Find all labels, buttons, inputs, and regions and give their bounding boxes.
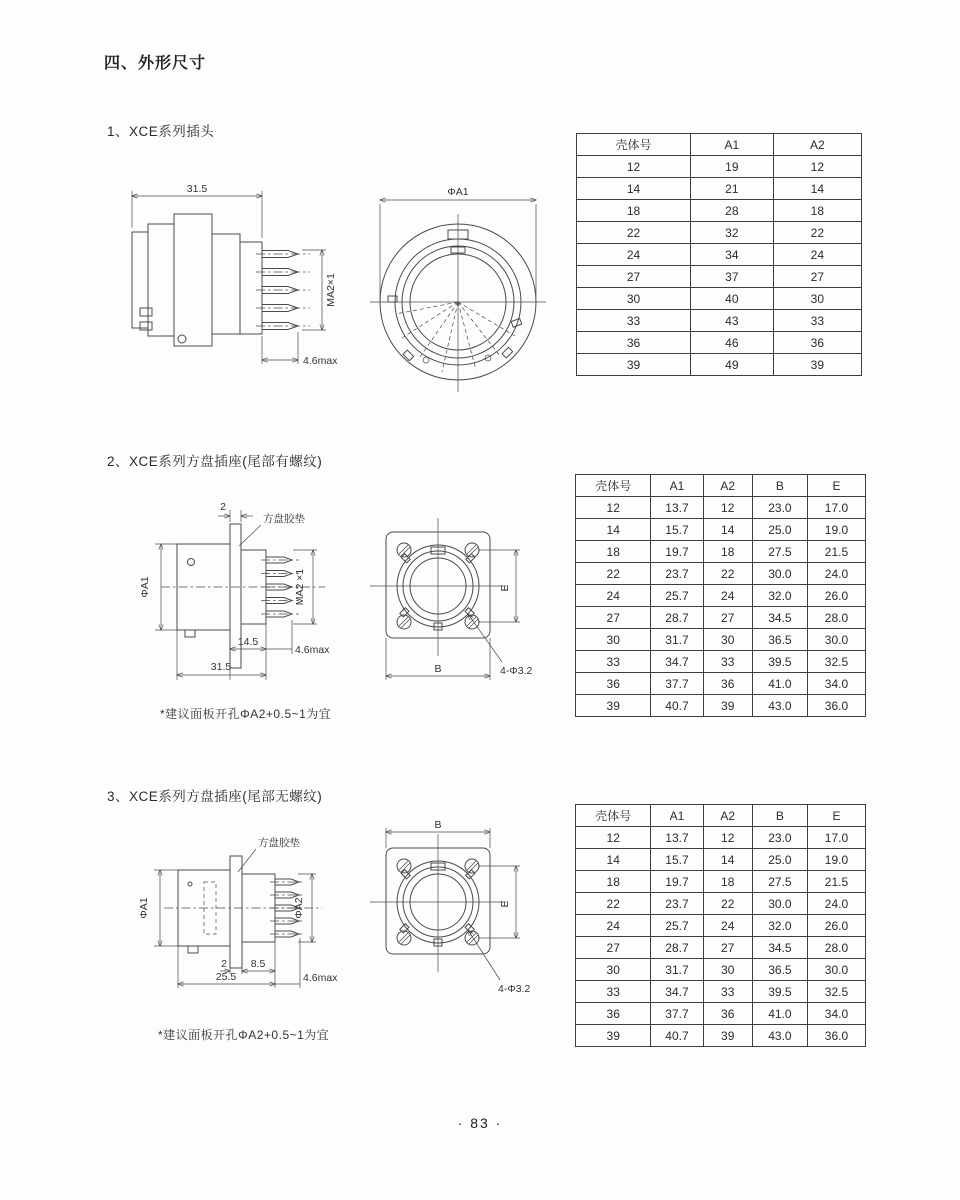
table-cell: 25.7: [651, 915, 703, 937]
column-header: A2: [703, 475, 752, 497]
table-cell: 36.0: [807, 695, 865, 717]
table-row: [576, 915, 866, 937]
table-cell: 22: [576, 563, 651, 585]
table-cell: 30.0: [752, 563, 807, 585]
table-cell: 34.7: [651, 981, 703, 1003]
table-cell: 28: [691, 200, 774, 222]
table-cell: 30: [703, 629, 752, 651]
table-cell: 36.0: [807, 1025, 865, 1047]
gasket-label: 方盘胶垫: [258, 837, 300, 849]
table-row: [576, 541, 866, 563]
table-cell: 12: [576, 497, 651, 519]
table-cell: 30.0: [807, 959, 865, 981]
table-cell: 25.0: [752, 849, 807, 871]
page-number: · 83 ·: [457, 1115, 503, 1131]
table-cell: 32: [691, 222, 774, 244]
table-cell: 28.0: [807, 607, 865, 629]
table-cell: 27: [773, 266, 861, 288]
page-title: 四、外形尺寸: [104, 55, 207, 72]
column-header: A2: [703, 805, 752, 827]
table-row: [576, 673, 866, 695]
table-cell: 26.0: [807, 915, 865, 937]
gasket-label: 方盘胶垫: [263, 513, 305, 525]
table-row: [576, 849, 866, 871]
table-cell: 28.7: [651, 607, 703, 629]
table-cell: 33: [773, 310, 861, 332]
table-row: [576, 651, 866, 673]
section2-note: *建议面板开孔ΦA2+0.5~1为宜: [160, 707, 332, 721]
table-cell: 14: [577, 178, 691, 200]
table-cell: 23.7: [651, 893, 703, 915]
table-cell: 14: [773, 178, 861, 200]
table-cell: 34.0: [807, 673, 865, 695]
table-cell: 15.7: [651, 519, 703, 541]
table-row: [577, 200, 862, 222]
table-cell: 41.0: [752, 1003, 807, 1025]
table-cell: 33: [703, 651, 752, 673]
table-cell: 33: [577, 310, 691, 332]
dimension-label: E: [499, 584, 511, 592]
table-cell: 33: [576, 651, 651, 673]
table-cell: 49: [691, 354, 774, 376]
table-cell: 37: [691, 266, 774, 288]
table-cell: 22: [773, 222, 861, 244]
table-cell: 17.0: [807, 827, 865, 849]
column-header: E: [807, 475, 865, 497]
table-cell: 34.7: [651, 651, 703, 673]
table-cell: 24: [576, 585, 651, 607]
table-cell: 46: [691, 332, 774, 354]
table-cell: 27: [703, 607, 752, 629]
table-row: [577, 332, 862, 354]
table-cell: 34: [691, 244, 774, 266]
table-cell: 14: [576, 519, 651, 541]
table-row: [576, 563, 866, 585]
table-cell: 33: [703, 981, 752, 1003]
dimension-label: ΦA1: [138, 897, 150, 919]
table-row: [577, 156, 862, 178]
table-cell: 39.5: [752, 981, 807, 1003]
table-cell: 28.7: [651, 937, 703, 959]
plug-dimension-table: [576, 133, 862, 376]
column-header: 壳体号: [576, 475, 651, 497]
column-header: A1: [691, 134, 774, 156]
table-cell: 18: [576, 871, 651, 893]
plug-front-view-drawing: [360, 180, 555, 398]
dimension-label: MA2×1: [325, 273, 337, 307]
section2-heading: 2、XCE系列方盘插座(尾部有螺纹): [107, 454, 323, 469]
table-row: [577, 244, 862, 266]
table-cell: 24.0: [807, 563, 865, 585]
section1-heading: 1、XCE系列插头: [107, 124, 215, 139]
table-row: [576, 585, 866, 607]
table-row: [576, 893, 866, 915]
table-cell: 36: [577, 332, 691, 354]
table-cell: 32.0: [752, 915, 807, 937]
table-row: [577, 266, 862, 288]
dimension-label: 2: [220, 501, 226, 513]
table-cell: 40.7: [651, 1025, 703, 1047]
dimension-label: ΦA1: [139, 576, 151, 598]
table-cell: 25.0: [752, 519, 807, 541]
dimension-label: 25.5: [215, 971, 237, 983]
table-cell: 41.0: [752, 673, 807, 695]
socket-threaded-dimension-table: [575, 474, 866, 717]
table-row: [577, 178, 862, 200]
dimension-label: 4.6max: [303, 972, 338, 984]
dimension-label: 31.5: [186, 183, 208, 195]
table-cell: 14: [576, 849, 651, 871]
table-cell: 23.7: [651, 563, 703, 585]
dimension-label: 2: [221, 958, 227, 970]
table-cell: 23.0: [752, 497, 807, 519]
table-cell: 18: [703, 871, 752, 893]
table-row: [576, 519, 866, 541]
table-cell: 12: [576, 827, 651, 849]
table-cell: 24.0: [807, 893, 865, 915]
table-row: [577, 288, 862, 310]
section3-note: *建议面板开孔ΦA2+0.5~1为宜: [158, 1028, 330, 1042]
table-cell: 37.7: [651, 673, 703, 695]
socket-threaded-front-view-drawing: [356, 510, 566, 700]
dimension-label: E: [499, 900, 511, 908]
table-cell: 36: [576, 673, 651, 695]
table-cell: 30: [576, 959, 651, 981]
table-cell: 23.0: [752, 827, 807, 849]
table-cell: 34.0: [807, 1003, 865, 1025]
dimension-label: 4.6max: [295, 644, 330, 656]
table-cell: 19.7: [651, 541, 703, 563]
table-cell: 25.7: [651, 585, 703, 607]
table-row: [576, 1003, 866, 1025]
table-cell: 36.5: [752, 629, 807, 651]
table-cell: 40: [691, 288, 774, 310]
table-cell: 39.5: [752, 651, 807, 673]
table-row: [577, 222, 862, 244]
dimension-label: 31.5: [210, 661, 232, 673]
table-cell: 28.0: [807, 937, 865, 959]
table-cell: 27: [576, 937, 651, 959]
plug-side-view-drawing: [110, 180, 360, 385]
table-cell: 24: [703, 915, 752, 937]
table-cell: 33: [576, 981, 651, 1003]
table-row: [576, 1025, 866, 1047]
table-cell: 32.0: [752, 585, 807, 607]
column-header: 壳体号: [577, 134, 691, 156]
table-cell: 31.7: [651, 629, 703, 651]
dimension-label: 8.5: [250, 958, 266, 970]
table-cell: 21.5: [807, 541, 865, 563]
table-row: [576, 937, 866, 959]
table-cell: 39: [577, 354, 691, 376]
table-cell: 30: [576, 629, 651, 651]
table-cell: 24: [576, 915, 651, 937]
table-cell: 21.5: [807, 871, 865, 893]
table-cell: 43.0: [752, 1025, 807, 1047]
dimension-label: ΦA1: [447, 186, 469, 198]
table-cell: 22: [703, 893, 752, 915]
dimension-label: B: [434, 819, 442, 831]
table-cell: 12: [703, 497, 752, 519]
table-cell: 26.0: [807, 585, 865, 607]
table-cell: 36: [703, 1003, 752, 1025]
table-cell: 30.0: [807, 629, 865, 651]
table-cell: 14: [703, 849, 752, 871]
column-header: A1: [651, 475, 703, 497]
table-cell: 36: [576, 1003, 651, 1025]
table-cell: 15.7: [651, 849, 703, 871]
table-cell: 24: [703, 585, 752, 607]
table-cell: 32.5: [807, 651, 865, 673]
table-cell: 36: [703, 673, 752, 695]
table-cell: 34.5: [752, 607, 807, 629]
table-cell: 19.0: [807, 519, 865, 541]
table-header-row: [577, 134, 862, 156]
table-cell: 39: [703, 695, 752, 717]
table-cell: 17.0: [807, 497, 865, 519]
table-cell: 22: [577, 222, 691, 244]
dimension-label: 4-Φ3.2: [500, 665, 533, 677]
column-header: E: [807, 805, 865, 827]
socket-threaded-side-view-drawing: [133, 498, 368, 693]
table-cell: 36: [773, 332, 861, 354]
table-cell: 36.5: [752, 959, 807, 981]
table-cell: 13.7: [651, 827, 703, 849]
table-cell: 22: [703, 563, 752, 585]
table-cell: 30.0: [752, 893, 807, 915]
table-header-row: [576, 805, 866, 827]
table-row: [576, 629, 866, 651]
dimension-label: 4-Φ3.2: [498, 983, 531, 995]
table-cell: 12: [577, 156, 691, 178]
table-cell: 24: [577, 244, 691, 266]
table-row: [576, 695, 866, 717]
section3-heading: 3、XCE系列方盘插座(尾部无螺纹): [107, 789, 323, 804]
socket-plain-front-view-drawing: [356, 818, 566, 1018]
table-cell: 39: [576, 695, 651, 717]
table-cell: 24: [773, 244, 861, 266]
dimension-label: B: [434, 663, 442, 675]
table-cell: 19.7: [651, 871, 703, 893]
table-cell: 27: [576, 607, 651, 629]
socket-plain-side-view-drawing: [130, 828, 370, 1028]
table-cell: 27: [703, 937, 752, 959]
table-cell: 30: [703, 959, 752, 981]
table-cell: 39: [576, 1025, 651, 1047]
table-cell: 27.5: [752, 871, 807, 893]
table-cell: 19.0: [807, 849, 865, 871]
table-cell: 43: [691, 310, 774, 332]
column-header: 壳体号: [576, 805, 651, 827]
table-cell: 31.7: [651, 959, 703, 981]
table-row: [577, 354, 862, 376]
table-cell: 30: [773, 288, 861, 310]
table-cell: 19: [691, 156, 774, 178]
column-header: B: [752, 805, 807, 827]
dimension-label: MA2 ×1: [294, 568, 306, 606]
table-cell: 18: [773, 200, 861, 222]
table-cell: 32.5: [807, 981, 865, 1003]
table-cell: 18: [576, 541, 651, 563]
dimension-label: 14.5: [237, 636, 259, 648]
table-cell: 27.5: [752, 541, 807, 563]
table-cell: 30: [577, 288, 691, 310]
table-cell: 12: [703, 827, 752, 849]
table-row: [576, 607, 866, 629]
column-header: A1: [651, 805, 703, 827]
table-cell: 12: [773, 156, 861, 178]
table-cell: 13.7: [651, 497, 703, 519]
column-header: A2: [773, 134, 861, 156]
table-cell: 27: [577, 266, 691, 288]
table-cell: 34.5: [752, 937, 807, 959]
table-cell: 40.7: [651, 695, 703, 717]
socket-plain-dimension-table: [575, 804, 866, 1047]
column-header: B: [752, 475, 807, 497]
table-header-row: [576, 475, 866, 497]
dimension-label: 4.6max: [303, 355, 338, 367]
table-cell: 18: [577, 200, 691, 222]
table-row: [576, 497, 866, 519]
table-row: [576, 871, 866, 893]
table-row: [577, 310, 862, 332]
dimension-label: ΦA2: [293, 897, 305, 919]
table-cell: 39: [703, 1025, 752, 1047]
table-cell: 21: [691, 178, 774, 200]
table-cell: 18: [703, 541, 752, 563]
table-cell: 37.7: [651, 1003, 703, 1025]
table-row: [576, 827, 866, 849]
table-row: [576, 981, 866, 1003]
table-cell: 39: [773, 354, 861, 376]
table-cell: 22: [576, 893, 651, 915]
table-cell: 43.0: [752, 695, 807, 717]
table-cell: 14: [703, 519, 752, 541]
table-row: [576, 959, 866, 981]
